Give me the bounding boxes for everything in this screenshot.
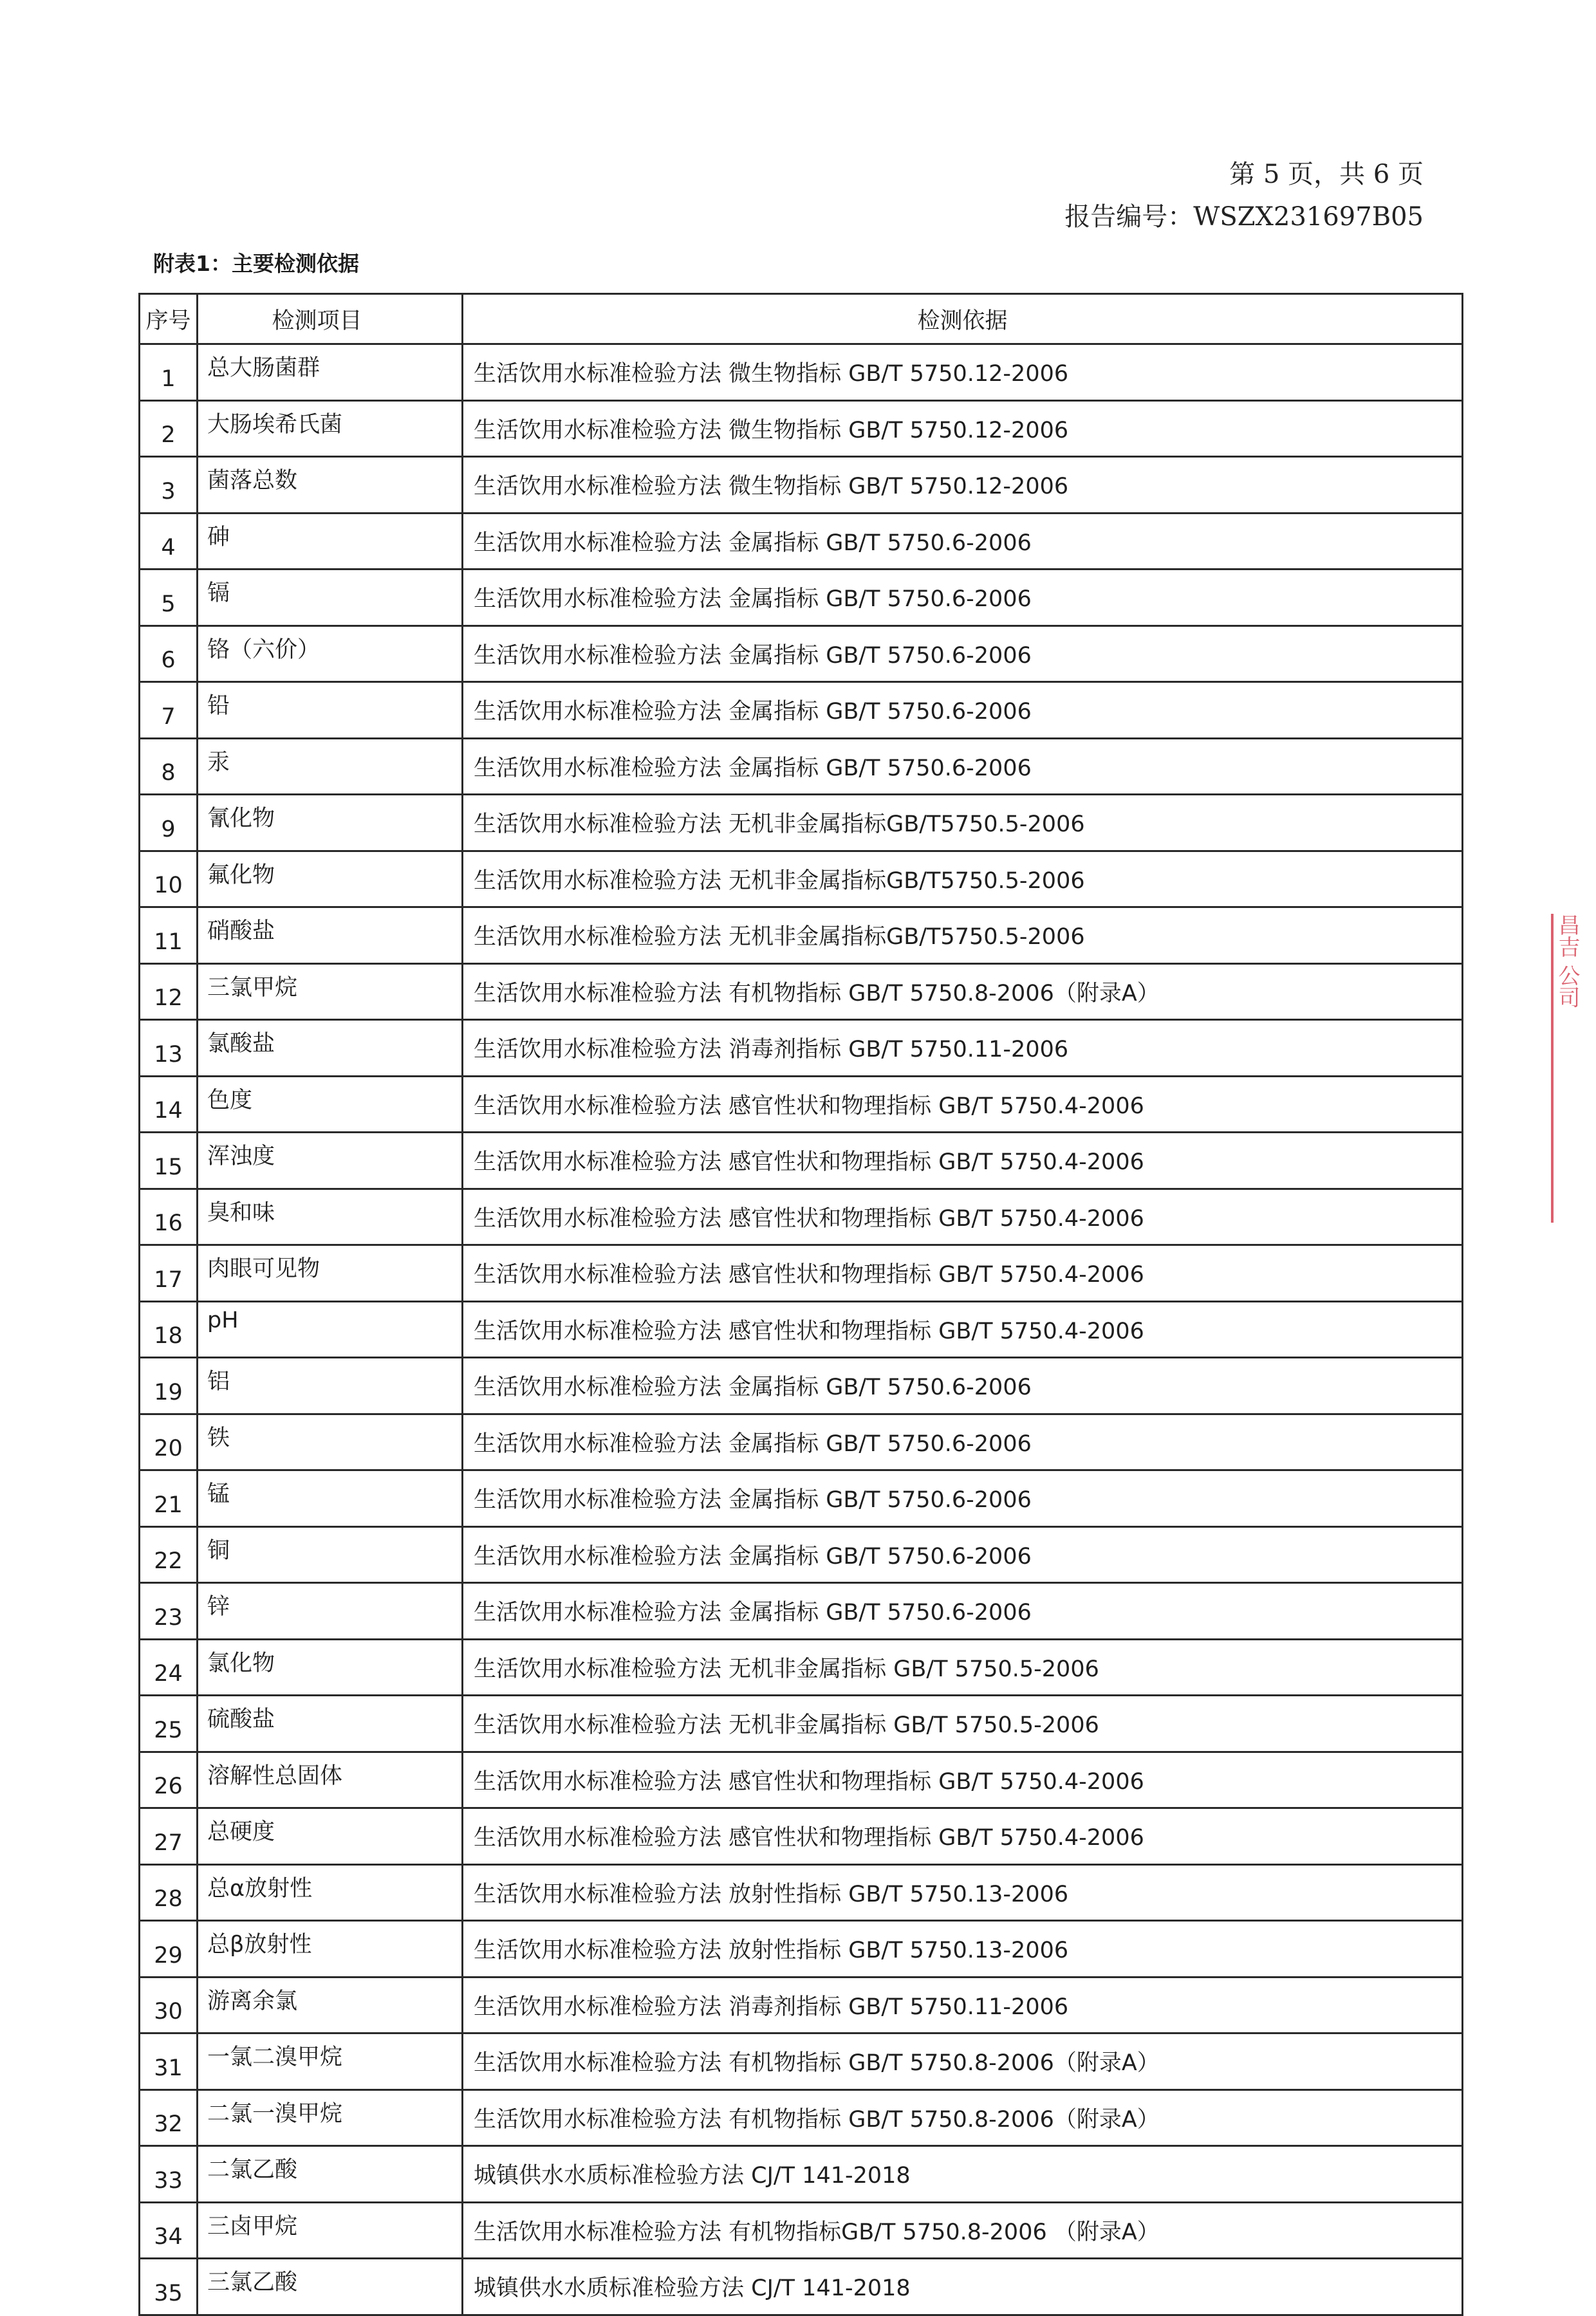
row-test-basis: 生活饮用水标准检验方法 无机非金属指标GB/T5750.5-2006 bbox=[463, 795, 1463, 851]
company-seal: 昌吉 公司 bbox=[1551, 914, 1586, 1223]
row-serial-number: 11 bbox=[140, 907, 198, 964]
row-test-item: 总硬度 bbox=[198, 1808, 463, 1865]
row-test-basis: 生活饮用水标准检验方法 微生物指标 GB/T 5750.12-2006 bbox=[463, 457, 1463, 514]
row-test-item: 大肠埃希氏菌 bbox=[198, 400, 463, 457]
row-test-item: 二氯一溴甲烷 bbox=[198, 2089, 463, 2146]
row-test-item: 菌落总数 bbox=[198, 457, 463, 514]
row-serial-number: 8 bbox=[140, 738, 198, 795]
row-test-item: 氯酸盐 bbox=[198, 1020, 463, 1077]
table-row bbox=[140, 457, 1463, 514]
page-number: 第 5 页，共 6 页 bbox=[1229, 160, 1424, 189]
row-test-basis: 生活饮用水标准检验方法 感官性状和物理指标 GB/T 5750.4-2006 bbox=[463, 1076, 1463, 1133]
row-test-basis: 生活饮用水标准检验方法 有机物指标GB/T 5750.8-2006 （附录A） bbox=[463, 2202, 1463, 2259]
row-test-basis: 生活饮用水标准检验方法 金属指标 GB/T 5750.6-2006 bbox=[463, 1526, 1463, 1583]
row-test-item: 镉 bbox=[198, 570, 463, 626]
row-serial-number: 18 bbox=[140, 1301, 198, 1358]
row-serial-number: 33 bbox=[140, 2146, 198, 2203]
table-row bbox=[140, 1752, 1463, 1808]
row-test-item: 溶解性总固体 bbox=[198, 1752, 463, 1808]
table-row bbox=[140, 2033, 1463, 2090]
row-serial-number: 12 bbox=[140, 963, 198, 1020]
row-test-basis: 生活饮用水标准检验方法 感官性状和物理指标 GB/T 5750.4-2006 bbox=[463, 1752, 1463, 1808]
row-serial-number: 21 bbox=[140, 1470, 198, 1527]
header-serial-number: 序号 bbox=[140, 294, 198, 344]
row-serial-number: 14 bbox=[140, 1076, 198, 1133]
row-test-item: 三氯甲烷 bbox=[198, 963, 463, 1020]
row-serial-number: 26 bbox=[140, 1752, 198, 1808]
detection-basis-table bbox=[138, 293, 1463, 2316]
row-test-basis: 生活饮用水标准检验方法 感官性状和物理指标 GB/T 5750.4-2006 bbox=[463, 1133, 1463, 1189]
row-serial-number: 9 bbox=[140, 795, 198, 851]
row-test-item: 铬（六价） bbox=[198, 625, 463, 682]
row-test-item: 臭和味 bbox=[198, 1189, 463, 1245]
row-serial-number: 13 bbox=[140, 1020, 198, 1077]
table-row bbox=[140, 1639, 1463, 1696]
row-test-item: 铁 bbox=[198, 1414, 463, 1470]
row-serial-number: 23 bbox=[140, 1583, 198, 1640]
row-test-basis: 生活饮用水标准检验方法 无机非金属指标 GB/T 5750.5-2006 bbox=[463, 1639, 1463, 1696]
row-serial-number: 4 bbox=[140, 513, 198, 570]
row-test-item: pH bbox=[198, 1301, 463, 1358]
table-row bbox=[140, 2202, 1463, 2259]
row-test-item: 色度 bbox=[198, 1076, 463, 1133]
row-test-item: 锌 bbox=[198, 1583, 463, 1640]
row-test-basis: 生活饮用水标准检验方法 感官性状和物理指标 GB/T 5750.4-2006 bbox=[463, 1808, 1463, 1865]
table-row bbox=[140, 1921, 1463, 1978]
table-row bbox=[140, 400, 1463, 457]
row-test-item: 三卤甲烷 bbox=[198, 2202, 463, 2259]
table-row bbox=[140, 570, 1463, 626]
table-row bbox=[140, 2259, 1463, 2315]
row-serial-number: 3 bbox=[140, 457, 198, 514]
detection-basis-table-container bbox=[138, 293, 1461, 2316]
row-test-item: 游离余氯 bbox=[198, 1977, 463, 2033]
row-test-item: 铝 bbox=[198, 1358, 463, 1414]
row-test-basis: 生活饮用水标准检验方法 金属指标 GB/T 5750.6-2006 bbox=[463, 738, 1463, 795]
table-row bbox=[140, 682, 1463, 739]
row-serial-number: 31 bbox=[140, 2033, 198, 2090]
table-row bbox=[140, 1133, 1463, 1189]
row-test-item: 硫酸盐 bbox=[198, 1696, 463, 1752]
row-test-basis: 城镇供水水质标准检验方法 CJ/T 141-2018 bbox=[463, 2259, 1463, 2315]
table-row bbox=[140, 1526, 1463, 1583]
table-row bbox=[140, 513, 1463, 570]
row-serial-number: 32 bbox=[140, 2089, 198, 2146]
row-test-basis: 生活饮用水标准检验方法 有机物指标 GB/T 5750.8-2006（附录A） bbox=[463, 2033, 1463, 2090]
table-row bbox=[140, 1301, 1463, 1358]
table-row bbox=[140, 1696, 1463, 1752]
row-test-basis: 生活饮用水标准检验方法 有机物指标 GB/T 5750.8-2006（附录A） bbox=[463, 963, 1463, 1020]
row-test-basis: 生活饮用水标准检验方法 金属指标 GB/T 5750.6-2006 bbox=[463, 625, 1463, 682]
row-serial-number: 30 bbox=[140, 1977, 198, 2033]
row-test-basis: 生活饮用水标准检验方法 金属指标 GB/T 5750.6-2006 bbox=[463, 513, 1463, 570]
row-serial-number: 7 bbox=[140, 682, 198, 739]
header-test-basis: 检测依据 bbox=[463, 294, 1463, 344]
row-test-item: 铅 bbox=[198, 682, 463, 739]
row-serial-number: 1 bbox=[140, 344, 198, 401]
table-title: 附表1：主要检测依据 bbox=[153, 251, 359, 276]
table-row bbox=[140, 1189, 1463, 1245]
row-test-item: 总大肠菌群 bbox=[198, 344, 463, 401]
row-serial-number: 29 bbox=[140, 1921, 198, 1978]
row-serial-number: 35 bbox=[140, 2259, 198, 2315]
table-row bbox=[140, 1977, 1463, 2033]
report-number: 报告编号：WSZX231697B05 bbox=[1064, 202, 1424, 232]
table-row bbox=[140, 1470, 1463, 1527]
row-test-item: 总α放射性 bbox=[198, 1864, 463, 1921]
table-body bbox=[140, 344, 1463, 2315]
row-test-basis: 生活饮用水标准检验方法 金属指标 GB/T 5750.6-2006 bbox=[463, 1358, 1463, 1414]
row-serial-number: 19 bbox=[140, 1358, 198, 1414]
row-test-item: 氯化物 bbox=[198, 1639, 463, 1696]
table-row bbox=[140, 907, 1463, 964]
row-serial-number: 5 bbox=[140, 570, 198, 626]
table-row bbox=[140, 1245, 1463, 1302]
page-header bbox=[1064, 153, 1424, 238]
table-row bbox=[140, 963, 1463, 1020]
row-test-basis: 生活饮用水标准检验方法 消毒剂指标 GB/T 5750.11-2006 bbox=[463, 1977, 1463, 2033]
table-row bbox=[140, 2146, 1463, 2203]
row-test-basis: 生活饮用水标准检验方法 无机非金属指标GB/T5750.5-2006 bbox=[463, 907, 1463, 964]
row-test-basis: 生活饮用水标准检验方法 放射性指标 GB/T 5750.13-2006 bbox=[463, 1864, 1463, 1921]
table-row bbox=[140, 344, 1463, 401]
row-test-item: 汞 bbox=[198, 738, 463, 795]
row-test-basis: 生活饮用水标准检验方法 感官性状和物理指标 GB/T 5750.4-2006 bbox=[463, 1189, 1463, 1245]
row-serial-number: 10 bbox=[140, 851, 198, 907]
row-test-item: 铜 bbox=[198, 1526, 463, 1583]
row-test-basis: 生活饮用水标准检验方法 金属指标 GB/T 5750.6-2006 bbox=[463, 1583, 1463, 1640]
table-row bbox=[140, 1864, 1463, 1921]
row-test-basis: 生活饮用水标准检验方法 感官性状和物理指标 GB/T 5750.4-2006 bbox=[463, 1245, 1463, 1302]
header-test-item: 检测项目 bbox=[198, 294, 463, 344]
row-test-basis: 生活饮用水标准检验方法 无机非金属指标 GB/T 5750.5-2006 bbox=[463, 1696, 1463, 1752]
table-row bbox=[140, 738, 1463, 795]
row-test-item: 砷 bbox=[198, 513, 463, 570]
row-serial-number: 28 bbox=[140, 1864, 198, 1921]
row-serial-number: 24 bbox=[140, 1639, 198, 1696]
table-row bbox=[140, 2089, 1463, 2146]
table-row bbox=[140, 1076, 1463, 1133]
row-test-item: 总β放射性 bbox=[198, 1921, 463, 1978]
table-header-row bbox=[140, 294, 1463, 344]
row-test-item: 硝酸盐 bbox=[198, 907, 463, 964]
row-test-basis: 城镇供水水质标准检验方法 CJ/T 141-2018 bbox=[463, 2146, 1463, 2203]
row-test-item: 浑浊度 bbox=[198, 1133, 463, 1189]
row-test-basis: 生活饮用水标准检验方法 消毒剂指标 GB/T 5750.11-2006 bbox=[463, 1020, 1463, 1077]
row-serial-number: 15 bbox=[140, 1133, 198, 1189]
row-serial-number: 2 bbox=[140, 400, 198, 457]
row-serial-number: 20 bbox=[140, 1414, 198, 1470]
row-test-basis: 生活饮用水标准检验方法 无机非金属指标GB/T5750.5-2006 bbox=[463, 851, 1463, 907]
row-test-basis: 生活饮用水标准检验方法 微生物指标 GB/T 5750.12-2006 bbox=[463, 400, 1463, 457]
row-test-basis: 生活饮用水标准检验方法 金属指标 GB/T 5750.6-2006 bbox=[463, 1470, 1463, 1527]
row-test-item: 氟化物 bbox=[198, 851, 463, 907]
row-test-basis: 生活饮用水标准检验方法 有机物指标 GB/T 5750.8-2006（附录A） bbox=[463, 2089, 1463, 2146]
row-test-basis: 生活饮用水标准检验方法 放射性指标 GB/T 5750.13-2006 bbox=[463, 1921, 1463, 1978]
row-test-item: 三氯乙酸 bbox=[198, 2259, 463, 2315]
row-serial-number: 17 bbox=[140, 1245, 198, 1302]
table-row bbox=[140, 1020, 1463, 1077]
table-row bbox=[140, 851, 1463, 907]
row-test-item: 二氯乙酸 bbox=[198, 2146, 463, 2203]
row-serial-number: 6 bbox=[140, 625, 198, 682]
row-test-basis: 生活饮用水标准检验方法 金属指标 GB/T 5750.6-2006 bbox=[463, 570, 1463, 626]
row-test-basis: 生活饮用水标准检验方法 金属指标 GB/T 5750.6-2006 bbox=[463, 1414, 1463, 1470]
row-test-basis: 生活饮用水标准检验方法 金属指标 GB/T 5750.6-2006 bbox=[463, 682, 1463, 739]
row-serial-number: 25 bbox=[140, 1696, 198, 1752]
table-row bbox=[140, 625, 1463, 682]
row-test-item: 肉眼可见物 bbox=[198, 1245, 463, 1302]
table-row bbox=[140, 795, 1463, 851]
row-serial-number: 16 bbox=[140, 1189, 198, 1245]
row-test-basis: 生活饮用水标准检验方法 感官性状和物理指标 GB/T 5750.4-2006 bbox=[463, 1301, 1463, 1358]
row-test-item: 氰化物 bbox=[198, 795, 463, 851]
row-test-basis: 生活饮用水标准检验方法 微生物指标 GB/T 5750.12-2006 bbox=[463, 344, 1463, 401]
table-row bbox=[140, 1583, 1463, 1640]
table-row bbox=[140, 1414, 1463, 1470]
row-serial-number: 34 bbox=[140, 2202, 198, 2259]
row-serial-number: 27 bbox=[140, 1808, 198, 1865]
table-row bbox=[140, 1358, 1463, 1414]
table-row bbox=[140, 1808, 1463, 1865]
row-test-item: 一氯二溴甲烷 bbox=[198, 2033, 463, 2090]
row-test-item: 锰 bbox=[198, 1470, 463, 1527]
row-serial-number: 22 bbox=[140, 1526, 198, 1583]
